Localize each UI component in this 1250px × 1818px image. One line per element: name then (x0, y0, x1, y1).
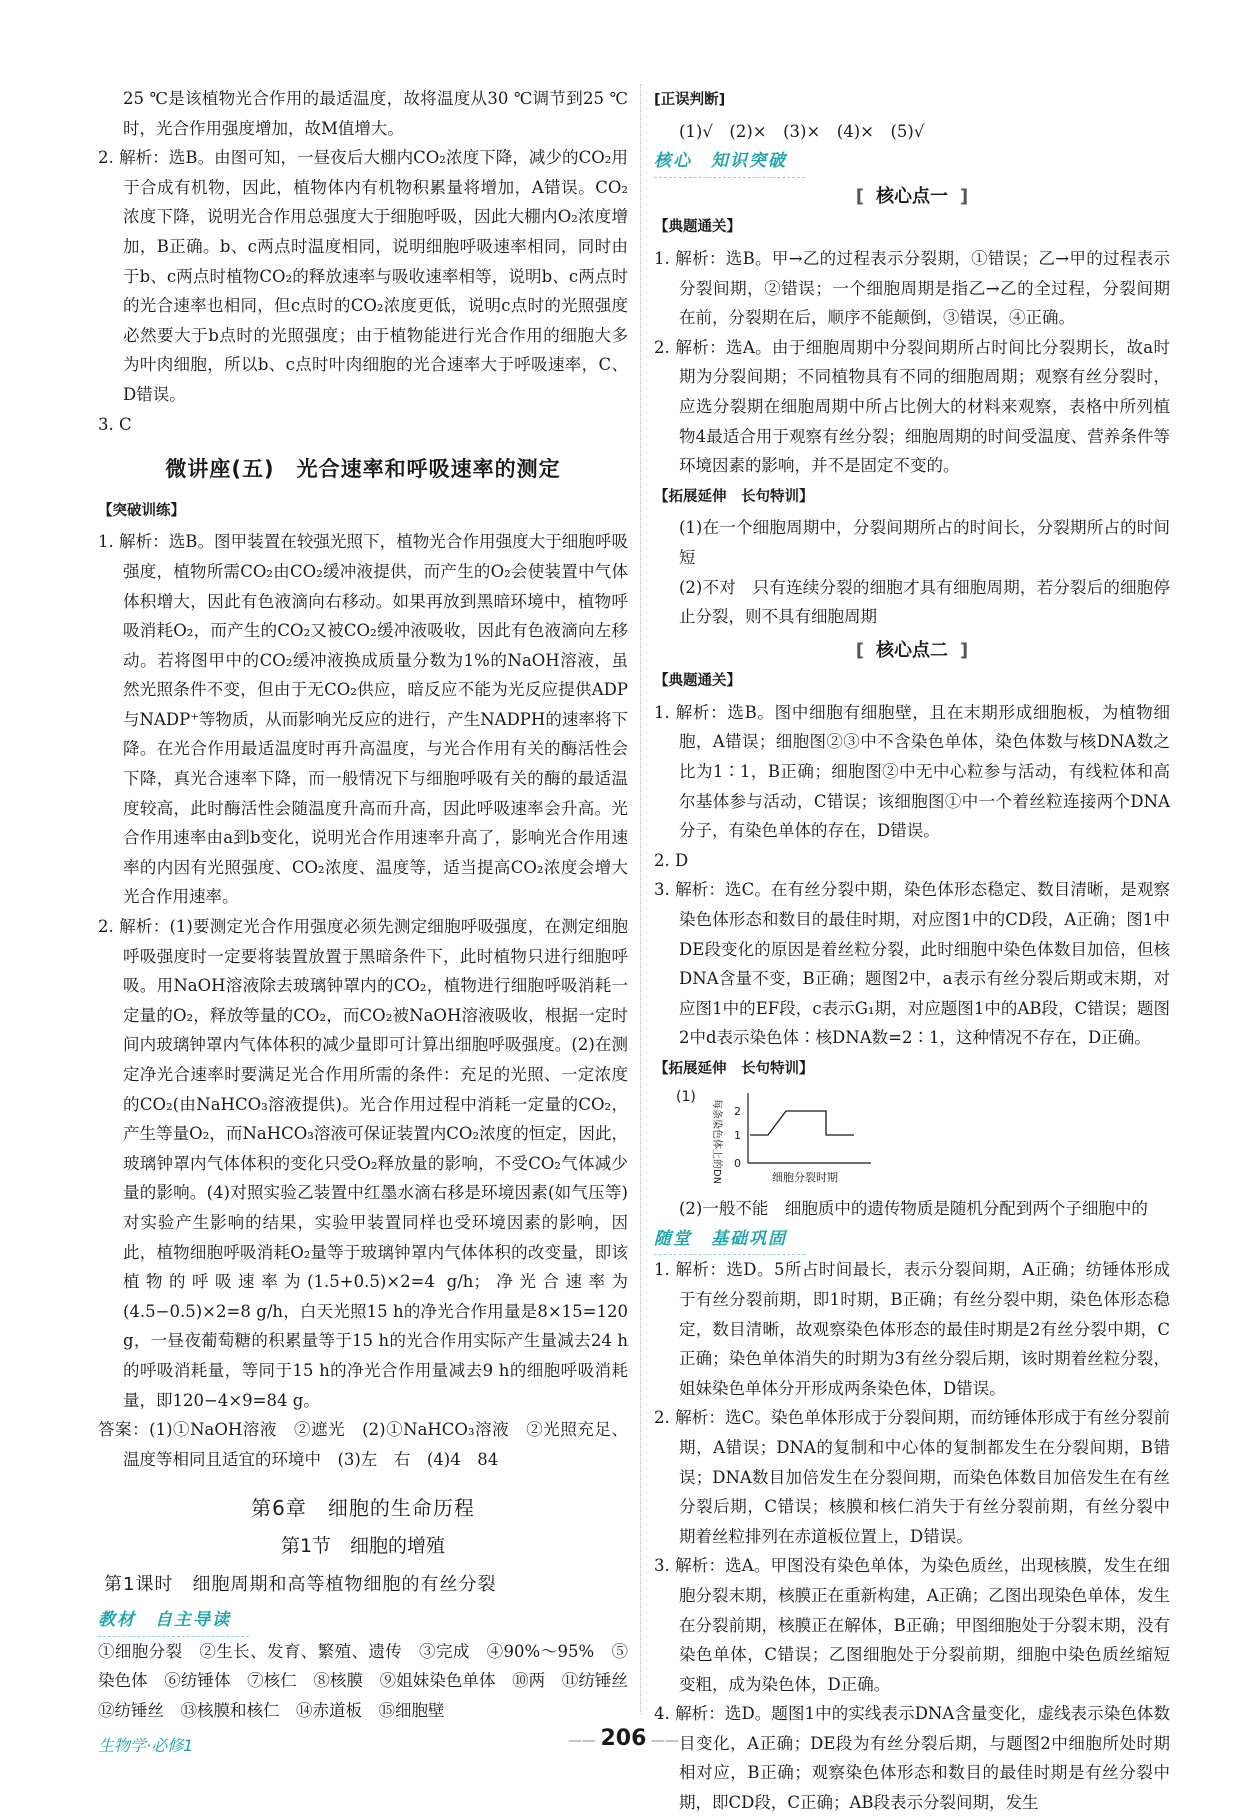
core-point-title: [ 核心点一 ] (855, 185, 969, 207)
section-tag: 【拓展延伸 长句特训】 (654, 1061, 814, 1077)
dna-curve (750, 1111, 854, 1135)
answer-text: 4. 解析：选D。题图1中的实线表示DNA含量变化，虚线表示染色体数目变化，A正确；DE段为有丝分裂后期，与题图2中细胞所处时期相对应，B正确；观察染色体形态和数目的最佳时期是有丝分裂中期，即CD段，C正确；AB段表示分裂间期，发生 (654, 1704, 1170, 1813)
answer-text: 1. 解析：选B。甲→乙的过程表示分裂期，①错误；乙→甲的过程表示分裂间期，②错误；一个细胞周期是指乙→乙的全过程，分裂间期在前，分裂期在后，顺序不能颠倒，③错误，④正确。 (654, 248, 1170, 328)
answer-text: 2. 解析：(1)要测定光合作用强度必须先测定细胞呼吸强度，在测定细胞呼吸强度时一定要将装置放置于黑暗条件下，此时植物只进行细胞呼吸。用NaOH溶液除去玻璃钟罩内的CO₂，植物进行细胞呼吸消耗一定量的O₂，释放等量的CO₂，而CO₂被NaOH溶液吸收，根据一定时间内玻璃钟罩内气体体积的减少量即可计算出细胞呼吸强度。(2)在测定净光合速率时要满足光合作用所需的条件：充足的光照、一定浓度的CO₂(由NaHCO₃溶液提供)。光合作用过程中消耗一定量的CO₂，产生等量O₂，而NaHCO₃溶液可保证装置内CO₂浓度的恒定，因此，玻璃钟罩内气体体积的变化只受O₂释放量的影响，不受CO₂气体减少量的影响。(4)对照实验乙装置中红墨水滴右移是环境因素(如气压等)对实验产生影响的结果，实验甲装置同样也受环境因素的影响，因此，植物细胞呼吸消耗O₂量等于玻璃钟罩内气体体积的改变量，即该植物的呼吸速率为(1.5+0.5)×2=4 g/h；净光合速率为(4.5−0.5)×2=8 g/h，白天光照15 h的净光合作用量是8×15=120 g，一昼夜葡萄糖的积累量等于15 h的光合作用实际产生量减去24 h的呼吸消耗量，等同于15 h的净光合作用量减去9 h的细胞呼吸消耗量，即120−4×9=84 g。 (98, 917, 628, 1410)
section-tag: 【典题通关】 (654, 219, 741, 236)
graph-ylabel: 每条染色体上的DNA数量 (711, 1098, 722, 1183)
column-divider (640, 84, 641, 1714)
answer-text: 1. 解析：选B。图甲装置在较强光照下，植物光合作用强度大于细胞呼吸强度，植物所需CO₂由CO₂缓冲液提供，而产生的O₂会使装置中气体体积增大，因此有色液滴向右移动。如果再放到黑暗环境中，植物呼吸消耗O₂，而产生的CO₂又被CO₂缓冲液吸收，因此有色液滴向左移动。若将图甲中的CO₂缓冲液换成质量分数为1%的NaOH溶液，虽然光照条件不变，但由于无CO₂供应，暗反应不能为光反应提供ADP与NADP⁺等物质，从而影响光反应的进行，产生NADPH的速率将下降。在光合作用最适温度时再升高温度，与光合作用有关的酶活性会下降，真光合速率下降，而一般情况下与细胞呼吸有关的酶的最适温度较高，此时酶活性会随温度升高而升高，因此呼吸速率会升高。光合作用速率由a到b变化，说明光合作用速率升高了，影响光合作用速率的内因有光照强度、CO₂浓度、温度等，适当提高CO₂浓度会增大光合作用速率。 (98, 532, 628, 907)
section-tag: 【突破训练】 (98, 502, 185, 519)
right-column (654, 84, 1170, 1818)
page-number: —— 206 —— (568, 1726, 679, 1751)
teal-heading: 核心 知识突破 (654, 147, 805, 178)
answer-text: (1)在一个细胞周期中，分裂间期所占的时间长，分裂期所占的时间短 (679, 518, 1170, 567)
answer-text: 1. 解析：选D。5所占时间最长，表示分裂间期，A正确；纺锤体形成于有丝分裂前期，即1时期，B正确；有丝分裂中期，染色体形态稳定，数目清晰，故观察染色体形态的最佳时期是2有丝分裂中期，C正确；染色单体消失的时期为3有丝分裂后期，该时期着丝粒分裂，姐妹染色单体分开形成两条染色体，D错误。 (654, 1260, 1170, 1398)
teal-heading: 随堂 基础巩固 (654, 1225, 805, 1256)
section-tag: [正误判断] (654, 92, 726, 108)
answer-text: 3. 解析：选A。甲图没有染色单体，为染色质丝，出现核膜，发生在细胞分裂末期，核膜正在重新构建，A正确；乙图出现染色单体，发生在分裂前期，核膜正在解体，B正确；甲图细胞处于分裂末期，没有染色单体，C错误；乙图细胞处于分裂前期，细胞中染色质丝缩短变粗，成为染色体，D正确。 (654, 1556, 1170, 1694)
left-column (98, 84, 645, 1725)
section-tag: 【典题通关】 (654, 673, 741, 690)
graph-tick: 2 (734, 1104, 741, 1118)
teal-heading: 教材 自主导读 (98, 1606, 249, 1637)
answer-text: 答案：(1)①NaOH溶液 ②遮光 (2)①NaHCO₃溶液 ②光照充足、温度等相同且适宜的环境中 (3)左 右 (4)4 84 (98, 1420, 628, 1469)
fill-answers: ①细胞分裂 ②生长、发育、繁殖、遗传 ③完成 ④90%～95% ⑤染色体 ⑥纺锤体 ⑦核仁 ⑧核膜 ⑨姐妹染色单体 ⑩两 ⑪纺锤丝 ⑫纺锤丝 ⑬核膜和核仁 ⑭赤道板 ⑮细胞壁 (98, 1641, 645, 1720)
section-heading: 第1节 细胞的增殖 (280, 1534, 446, 1557)
answer-text: 3. 解析：选C。在有丝分裂中期，染色体形态稳定、数目清晰，是观察染色体形态和数目的最佳时期，对应图1中的CD段，A正确；图1中DE段变化的原因是着丝粒分裂，此时细胞中染色体数目加倍，但核DNA含量不变，B正确；题图2中，a表示有丝分裂后期或末期，对应图1中的EF段，c表示G₁期，对应题图1中的AB段，C错误；题图2中d表示染色体∶核DNA数=2∶1，这种情况不存在，D正确。 (654, 880, 1170, 1048)
answer-text: (2)不对 只有连续分裂的细胞才具有细胞周期，若分裂后的细胞停止分裂，则不具有细胞周期 (679, 577, 1170, 627)
answer-text: 2. 解析：选B。由图可知，一昼夜后大棚内CO₂浓度下降，减少的CO₂用于合成有机物，因此，植物体内有机物积累量将增加，A错误。CO₂浓度下降，说明光合作用总强度大于细胞呼吸，因此大棚内O₂浓度增加，B正确。b、c两点时温度相同，说明细胞呼吸速率相同，同时由于b、c两点时植物CO₂的释放速率与吸收速率相等，说明b、c两点时的光合速率也相同，但c点时的CO₂浓度更低，说明c点时的光照强度必然要大于b点时的光照强度；由于植物能进行光合作用的细胞大多为叶肉细胞，所以b、c点时叶肉细胞的光合速率大于呼吸速率，C、D错误。 (98, 148, 628, 404)
core-point-title: [ 核心点二 ] (855, 639, 969, 661)
section-tag: 【拓展延伸 长句特训】 (654, 488, 814, 505)
graph-tick: 1 (734, 1128, 741, 1142)
section-title: 微讲座(五) 光合速率和呼吸速率的测定 (165, 457, 561, 482)
lesson-heading: 第1课时 细胞周期和高等植物细胞的有丝分裂 (104, 1573, 497, 1595)
answer-text: 2. D (654, 850, 689, 870)
answer-text: 2. 解析：选A。由于细胞周期中分裂间期所占时间比分裂期长，故a时期为分裂间期；不同植物具有不同的细胞周期；观察有丝分裂时，应选分裂期在细胞周期中所占比例大的材料来观察，表格中所列植物4最适合用于观察有丝分裂；细胞周期的时间受温度、营养条件等环境因素的影响，并不是固定不变的。 (654, 337, 1170, 476)
answer-text: 1. 解析：选B。图中细胞有细胞壁，且在末期形成细胞板，为植物细胞，A错误；细胞图②③中不含染色单体，染色体数与核DNA数之比为1∶1，B正确；细胞图②中无中心粒参与活动，有线粒体和高尔基体参与活动，C错误；该细胞图①中一个着丝粒连接两个DNA分子，有染色单体的存在，D错误。 (654, 702, 1170, 841)
answer-text: 2. 解析：选C。染色单体形成于分裂间期，而纺锤体形成于有丝分裂前期，A错误；DNA的复制和中心体的复制都发生在分裂间期，B错误；DNA数目加倍发生在分裂间期，而染色体数目加倍发生在有丝分裂后期，C错误；核膜和核仁消失于有丝分裂前期，有丝分裂中期着丝粒排列在赤道板位置上，D错误。 (654, 1408, 1170, 1546)
graph-xlabel: 细胞分裂时期 (772, 1170, 838, 1183)
graph-tick: 0 (734, 1156, 741, 1170)
answer-text: (1)√ (2)× (3)× (4)× (5)√ (679, 121, 925, 141)
graph-label: (1) (676, 1088, 696, 1105)
answer-text: (2)一般不能 细胞质中的遗传物质是随机分配到两个子细胞中的 (679, 1199, 1148, 1219)
book-title: 生物学·必修1 (98, 1736, 194, 1755)
dna-graph (676, 1087, 1170, 1193)
answer-text: 25 ℃是该植物光合作用的最适温度，故将温度从30 ℃调节到25 ℃时，光合作用强度增加，故M值增大。 (123, 89, 628, 138)
chapter-title: 第6章 细胞的生命历程 (251, 1496, 475, 1521)
answer-text: 3. C (98, 414, 132, 434)
